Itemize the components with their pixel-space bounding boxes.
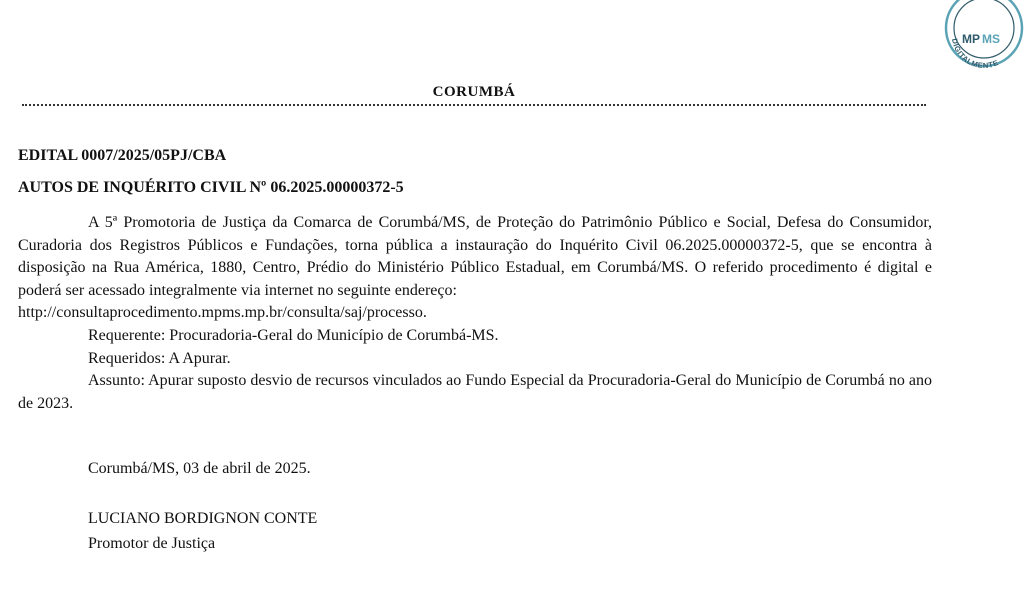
place-date: Corumbá/MS, 03 de abril de 2025.: [88, 460, 311, 477]
seal-ring-text: DIGITALMENTE: [950, 37, 1001, 71]
consultation-url: http://consultaprocedimento.mpms.mp.br/consulta/saj/processo.: [18, 304, 427, 322]
requeridos-line: Requeridos: A Apurar.: [88, 349, 231, 367]
requerente-line: Requerente: Procuradoria-Geral do Município de Corumbá-MS.: [88, 326, 499, 344]
autos-title: AUTOS DE INQUÉRITO CIVIL Nº 06.2025.00000372-5: [18, 179, 404, 196]
signer-name: LUCIANO BORDIGNON CONTE: [88, 510, 318, 527]
edital-number: EDITAL 0007/2025/05PJ/CBA: [18, 147, 227, 164]
main-paragraph: A 5ª Promotoria de Justiça da Comarca de Corumbá/MS, de Proteção do Patrimônio Público e Social, Defesa do Consumidor, Curadoria dos Registros Públicos e Fundações, torna pública a instauração do Inquérito Civil 06.2025.00000372-5, que se encontra à disposição na Rua América, 1880, Centro, Prédio do Ministério Público Estadual, em Corumbá/MS. O referido procedimento é digital e poderá ser acessado integralmente via internet no seguinte endereço:: [18, 214, 932, 299]
assunto-paragraph: Assunto: Apurar suposto desvio de recursos vinculados ao Fundo Especial da Procuradoria-Geral do Município de Corumbá no ano de 2023.: [18, 372, 932, 412]
seal-logo-mp: MP: [962, 32, 980, 46]
seal-logo-ms: MS: [982, 32, 1000, 46]
edital-body: [18, 212, 932, 415]
mpms-digital-seal-logo: [940, 0, 1024, 80]
dotted-divider: [22, 104, 926, 106]
signer-role: Promotor de Justiça: [88, 535, 216, 552]
city-header: CORUMBÁ: [432, 84, 516, 100]
